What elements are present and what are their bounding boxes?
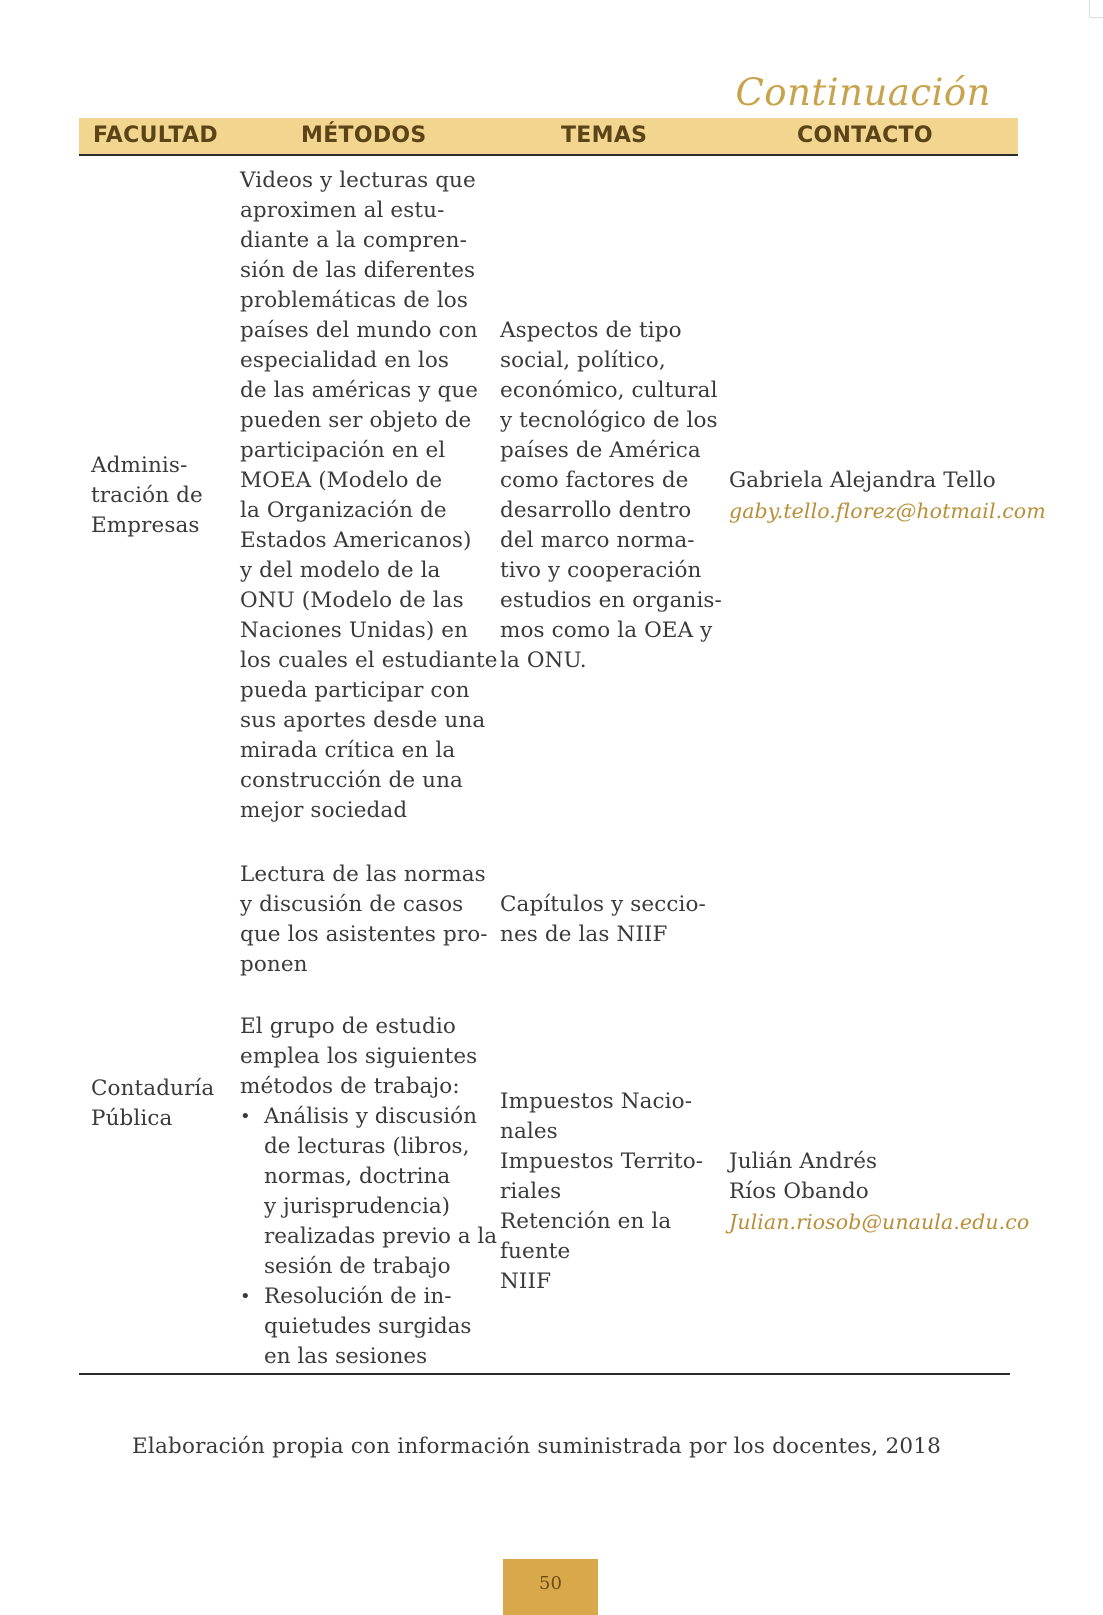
table-bottom-rule (79, 1373, 1010, 1375)
table-header (79, 118, 1018, 156)
temas-administracion: Aspectos de tipo social, político, económico, cultural y tecnológico de los países de América como factores de desarrollo dentro del marco norma- tivo y cooperación estudios en organis- mos como la OEA y la ONU. (500, 318, 722, 673)
header-metodos: MÉTODOS (301, 123, 427, 148)
facultad-contaduria: Contaduría Pública (91, 1076, 215, 1131)
list-item: • Análisis y discusión de lecturas (libros, normas, doctrina y jurisprudencia) realizadas previo a la sesión de trabajo (238, 1102, 497, 1282)
temas-contaduria: Impuestos Nacio- nales Impuestos Territo- riales Retención en la fuente NIIF (500, 1089, 704, 1294)
contact-name-tello: Gabriela Alejandra Tello (729, 468, 996, 493)
continuation-label: Continuación (735, 71, 991, 114)
page-number: 50 (503, 1559, 598, 1615)
list-item: • Resolución de in- quietudes surgidas en las sesiones (238, 1282, 497, 1372)
contact-email-tello[interactable]: gaby.tello.florez@hotmail.com (729, 499, 1046, 523)
source-note: Elaboración propia con información suministrada por los docentes, 2018 (132, 1434, 941, 1459)
contact-email-rios[interactable]: Julian.riosob@unaula.edu.co (729, 1210, 1030, 1234)
header-contacto: CONTACTO (797, 123, 933, 148)
temas-niif: Capítulos y seccio- nes de las NIIF (500, 892, 706, 947)
metodos-lectura-normas: Lectura de las normas y discusión de casos que los asistentes pro- ponen (240, 862, 488, 977)
metodos-contaduria-list (238, 1102, 497, 1372)
contact-name-rios: Julián Andrés Ríos Obando (729, 1149, 878, 1204)
metodos-contaduria-intro: El grupo de estudio emplea los siguientes métodos de trabajo: (240, 1014, 478, 1099)
metodos-administracion: Videos y lecturas que aproximen al estu- diante a la compren- sión de las diferentes problemáticas de los países del mundo con especialidad en los de las américas y que pueden ser objeto de participación en el MOEA (Modelo de la Organización de Estados Americanos) y del modelo de la ONU (Modelo de las Naciones Unidas) en los cuales el estudiante pueda participar con sus aportes desde una mirada crítica en la construcción de una mejor sociedad (240, 168, 498, 823)
header-temas: TEMAS (561, 123, 648, 148)
facultad-administracion: Adminis- tración de Empresas (91, 453, 203, 538)
header-facultad: FACULTAD (93, 123, 218, 148)
page-corner-mark (1089, 0, 1103, 18)
